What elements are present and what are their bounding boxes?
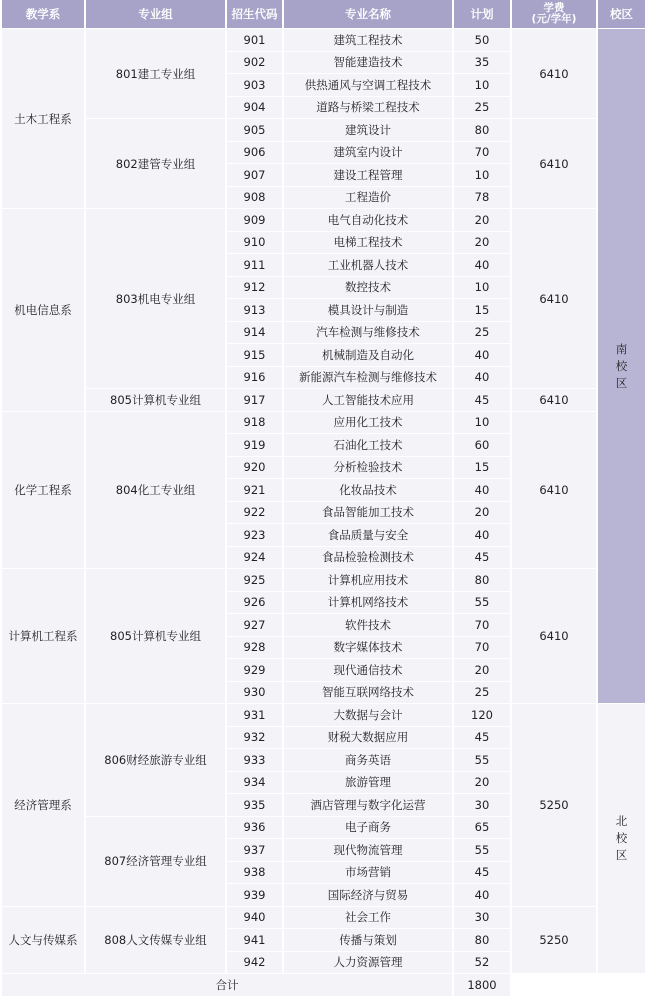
major-name-cell: 智能互联网络技术 — [284, 682, 452, 705]
total-value: 1800 — [454, 974, 510, 997]
code-cell: 911 — [227, 254, 282, 277]
plan-cell: 15 — [454, 457, 510, 480]
table-row — [2, 704, 645, 727]
plan-cell: 45 — [454, 727, 510, 750]
plan-cell: 60 — [454, 434, 510, 457]
plan-cell: 40 — [454, 884, 510, 907]
code-cell: 939 — [227, 884, 282, 907]
major-name-cell: 商务英语 — [284, 749, 452, 772]
plan-cell: 20 — [454, 209, 510, 232]
plan-cell: 25 — [454, 97, 510, 120]
plan-cell: 45 — [454, 547, 510, 570]
fee-cell: 6410 — [512, 119, 596, 209]
group-cell: 806财经旅游专业组 — [86, 704, 225, 817]
plan-cell: 120 — [454, 704, 510, 727]
code-cell: 931 — [227, 704, 282, 727]
plan-cell: 70 — [454, 637, 510, 660]
major-name-cell: 建设工程管理 — [284, 164, 452, 187]
code-cell: 906 — [227, 142, 282, 165]
major-name-cell: 软件技术 — [284, 614, 452, 637]
code-cell: 905 — [227, 119, 282, 142]
campus-cell — [598, 29, 645, 704]
major-name-cell: 旅游管理 — [284, 772, 452, 795]
code-cell: 921 — [227, 479, 282, 502]
major-name-cell: 数字媒体技术 — [284, 637, 452, 660]
dept-cell: 经济管理系 — [2, 704, 84, 907]
plan-cell: 25 — [454, 682, 510, 705]
plan-cell: 20 — [454, 502, 510, 525]
code-cell: 935 — [227, 794, 282, 817]
major-name-cell: 汽车检测与维修技术 — [284, 322, 452, 345]
plan-cell: 20 — [454, 232, 510, 255]
code-cell: 917 — [227, 389, 282, 412]
major-name-cell: 食品智能加工技术 — [284, 502, 452, 525]
plan-cell: 10 — [454, 74, 510, 97]
header-major: 专业名称 — [284, 0, 452, 29]
plan-cell: 40 — [454, 344, 510, 367]
major-name-cell: 建筑室内设计 — [284, 142, 452, 165]
blank-cell — [512, 974, 596, 997]
plan-cell: 78 — [454, 187, 510, 210]
code-cell: 920 — [227, 457, 282, 480]
campus-cell — [598, 704, 645, 974]
plan-cell: 55 — [454, 839, 510, 862]
major-name-cell: 计算机应用技术 — [284, 569, 452, 592]
header-campus: 校区 — [598, 0, 645, 29]
code-cell: 922 — [227, 502, 282, 525]
total-label: 合计 — [2, 974, 452, 997]
plan-cell: 35 — [454, 52, 510, 75]
major-name-cell: 电子商务 — [284, 817, 452, 840]
major-name-cell: 人工智能技术应用 — [284, 389, 452, 412]
code-cell: 937 — [227, 839, 282, 862]
code-cell: 926 — [227, 592, 282, 615]
major-name-cell: 电梯工程技术 — [284, 232, 452, 255]
table-row — [2, 412, 645, 435]
code-cell: 940 — [227, 907, 282, 930]
fee-cell: 6410 — [512, 29, 596, 119]
major-name-cell: 食品质量与安全 — [284, 524, 452, 547]
total-row — [2, 974, 645, 997]
major-name-cell: 工业机器人技术 — [284, 254, 452, 277]
fee-cell: 6410 — [512, 412, 596, 570]
code-cell: 903 — [227, 74, 282, 97]
major-name-cell: 石油化工技术 — [284, 434, 452, 457]
header-plan: 计划 — [454, 0, 510, 29]
dept-cell: 土木工程系 — [2, 29, 84, 209]
major-name-cell: 国际经济与贸易 — [284, 884, 452, 907]
code-cell: 923 — [227, 524, 282, 547]
plan-cell: 20 — [454, 659, 510, 682]
major-name-cell: 新能源汽车检测与维修技术 — [284, 367, 452, 390]
code-cell: 929 — [227, 659, 282, 682]
major-name-cell: 传播与策划 — [284, 929, 452, 952]
group-cell: 805计算机专业组 — [86, 569, 225, 704]
dept-cell: 计算机工程系 — [2, 569, 84, 704]
code-cell: 910 — [227, 232, 282, 255]
code-cell: 914 — [227, 322, 282, 345]
major-name-cell: 建筑工程技术 — [284, 29, 452, 52]
code-cell: 934 — [227, 772, 282, 795]
code-cell: 918 — [227, 412, 282, 435]
plan-cell: 40 — [454, 367, 510, 390]
plan-cell: 20 — [454, 772, 510, 795]
plan-cell: 25 — [454, 322, 510, 345]
plan-cell: 30 — [454, 794, 510, 817]
code-cell: 919 — [227, 434, 282, 457]
plan-cell: 65 — [454, 817, 510, 840]
major-name-cell: 现代通信技术 — [284, 659, 452, 682]
major-name-cell: 应用化工技术 — [284, 412, 452, 435]
header-code: 招生代码 — [227, 0, 282, 29]
group-cell: 802建管专业组 — [86, 119, 225, 209]
major-name-cell: 酒店管理与数字化运营 — [284, 794, 452, 817]
plan-cell: 40 — [454, 524, 510, 547]
plan-cell: 40 — [454, 479, 510, 502]
major-name-cell: 智能建造技术 — [284, 52, 452, 75]
plan-cell: 80 — [454, 929, 510, 952]
major-name-cell: 道路与桥梁工程技术 — [284, 97, 452, 120]
code-cell: 938 — [227, 862, 282, 885]
header-group: 专业组 — [86, 0, 225, 29]
major-name-cell: 人力资源管理 — [284, 952, 452, 975]
code-cell: 908 — [227, 187, 282, 210]
code-cell: 932 — [227, 727, 282, 750]
fee-cell: 6410 — [512, 389, 596, 412]
plan-cell: 70 — [454, 614, 510, 637]
code-cell: 904 — [227, 97, 282, 120]
plan-cell: 55 — [454, 749, 510, 772]
table-row — [2, 209, 645, 232]
plan-cell: 10 — [454, 277, 510, 300]
plan-cell: 80 — [454, 569, 510, 592]
code-cell: 924 — [227, 547, 282, 570]
plan-cell: 10 — [454, 164, 510, 187]
group-cell: 805计算机专业组 — [86, 389, 225, 412]
major-name-cell: 社会工作 — [284, 907, 452, 930]
table-row — [2, 907, 645, 930]
group-cell: 801建工专业组 — [86, 29, 225, 119]
code-cell: 928 — [227, 637, 282, 660]
code-cell: 942 — [227, 952, 282, 975]
table-row — [2, 119, 645, 142]
code-cell: 930 — [227, 682, 282, 705]
group-cell: 803机电专业组 — [86, 209, 225, 389]
major-name-cell: 数控技术 — [284, 277, 452, 300]
dept-cell: 化学工程系 — [2, 412, 84, 570]
plan-cell: 30 — [454, 907, 510, 930]
fee-cell: 6410 — [512, 569, 596, 704]
fee-cell: 5250 — [512, 907, 596, 975]
table-row — [2, 389, 645, 412]
plan-cell: 10 — [454, 412, 510, 435]
table-row — [2, 29, 645, 52]
group-cell: 804化工专业组 — [86, 412, 225, 570]
major-name-cell: 大数据与会计 — [284, 704, 452, 727]
major-name-cell: 财税大数据应用 — [284, 727, 452, 750]
major-name-cell: 供热通风与空调工程技术 — [284, 74, 452, 97]
major-name-cell: 计算机网络技术 — [284, 592, 452, 615]
major-name-cell: 建筑设计 — [284, 119, 452, 142]
plan-cell: 40 — [454, 254, 510, 277]
plan-cell: 52 — [454, 952, 510, 975]
campus-label: 南校区 — [615, 341, 628, 390]
group-cell: 808人文传媒专业组 — [86, 907, 225, 975]
campus-label: 北校区 — [615, 814, 628, 862]
major-name-cell: 电气自动化技术 — [284, 209, 452, 232]
code-cell: 912 — [227, 277, 282, 300]
plan-cell: 70 — [454, 142, 510, 165]
plan-cell: 80 — [454, 119, 510, 142]
major-name-cell: 工程造价 — [284, 187, 452, 210]
plan-cell: 15 — [454, 299, 510, 322]
header-row — [2, 0, 645, 29]
group-cell: 807经济管理专业组 — [86, 817, 225, 907]
dept-cell: 机电信息系 — [2, 209, 84, 412]
plan-cell: 45 — [454, 389, 510, 412]
code-cell: 936 — [227, 817, 282, 840]
code-cell: 901 — [227, 29, 282, 52]
fee-cell: 5250 — [512, 704, 596, 907]
table-body — [2, 29, 645, 997]
code-cell: 907 — [227, 164, 282, 187]
major-name-cell: 化妆品技术 — [284, 479, 452, 502]
blank-cell — [598, 974, 645, 997]
header-fee: 学费 (元/学年) — [512, 0, 596, 29]
code-cell: 925 — [227, 569, 282, 592]
header-dept: 教学系 — [2, 0, 84, 29]
code-cell: 909 — [227, 209, 282, 232]
code-cell: 902 — [227, 52, 282, 75]
code-cell: 941 — [227, 929, 282, 952]
fee-cell: 6410 — [512, 209, 596, 389]
dept-cell: 人文与传媒系 — [2, 907, 84, 975]
major-name-cell: 机械制造及自动化 — [284, 344, 452, 367]
code-cell: 933 — [227, 749, 282, 772]
major-name-cell: 食品检验检测技术 — [284, 547, 452, 570]
code-cell: 916 — [227, 367, 282, 390]
code-cell: 927 — [227, 614, 282, 637]
major-name-cell: 现代物流管理 — [284, 839, 452, 862]
major-name-cell: 分析检验技术 — [284, 457, 452, 480]
code-cell: 913 — [227, 299, 282, 322]
plan-cell: 50 — [454, 29, 510, 52]
table-row — [2, 569, 645, 592]
major-name-cell: 市场营销 — [284, 862, 452, 885]
major-name-cell: 模具设计与制造 — [284, 299, 452, 322]
code-cell: 915 — [227, 344, 282, 367]
plan-cell: 55 — [454, 592, 510, 615]
plan-cell: 45 — [454, 862, 510, 885]
